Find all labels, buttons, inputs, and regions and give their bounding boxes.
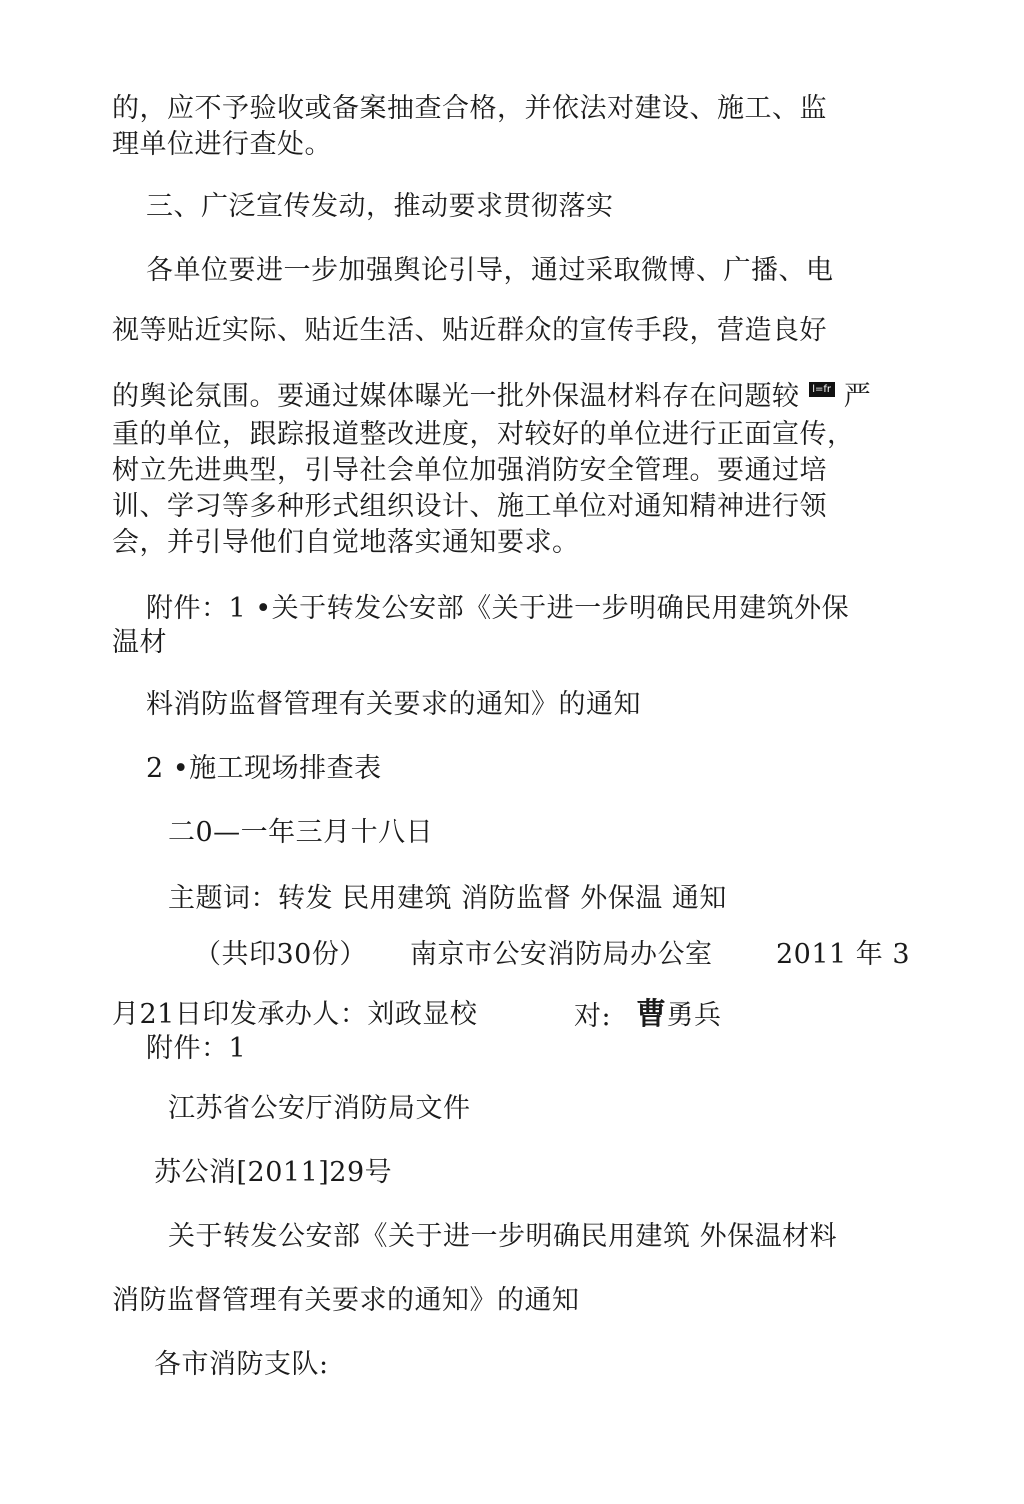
paragraph-line: 树立先进典型，引导社会单位加强消防安全管理。要通过培: [112, 455, 827, 486]
paragraph-text: 严: [843, 381, 872, 412]
paragraph-line: 重的单位，跟踪报道整改进度，对较好的单位进行正面宣传，: [112, 419, 855, 450]
proofreader-given-name: 勇兵: [666, 1000, 722, 1031]
attachment-label: 附件：1: [146, 1033, 247, 1064]
proofreader-name: [636, 998, 722, 1033]
date-line: 二0—一年三月十八日: [168, 817, 434, 848]
document-title: 消防监督管理有关要求的通知》的通知: [112, 1285, 580, 1316]
attachment-line: 附件：1 •关于转发公安部《关于进一步明确民用建筑外保: [146, 593, 850, 624]
glitch-glyph-icon: l=fr: [809, 382, 835, 397]
salutation: 各市消防支队:: [154, 1349, 329, 1380]
document-header: 江苏省公安厅消防局文件: [168, 1093, 471, 1124]
attachment-line: 2 •施工现场排查表: [146, 753, 382, 784]
paragraph-line: [112, 380, 871, 414]
paragraph-line: 各单位要进一步加强舆论引导，通过采取微博、广播、电: [146, 255, 834, 286]
print-count: （共印30份）: [194, 939, 367, 970]
keywords-line: 主题词：转发 民用建筑 消防监督 外保温 通知: [168, 883, 727, 914]
issuing-office: 南京市公安消防局办公室: [410, 939, 713, 970]
paragraph-line: 视等贴近实际、贴近生活、贴近群众的宣传手段，营造良好: [112, 315, 827, 346]
paragraph-line: 理单位进行查处。: [112, 129, 332, 160]
document-title: 关于转发公安部《关于进一步明确民用建筑 外保温材料: [168, 1221, 838, 1252]
issue-info: 月21日印发承办人：刘政显校: [112, 999, 478, 1030]
attachment-line: 温材: [112, 627, 167, 658]
section-heading: 三、广泛宣传发动，推动要求贯彻落实: [146, 191, 614, 222]
paragraph-line: 的，应不予验收或备案抽查合格，并依法对建设、施工、监: [112, 93, 827, 124]
proofreader-label: 对:: [574, 1001, 612, 1032]
issue-date: 2011 年 3: [776, 939, 911, 970]
proofreader-surname: 曹: [636, 997, 667, 1032]
attachment-line: 料消防监督管理有关要求的通知》的通知: [146, 689, 641, 720]
paragraph-line: 训、学习等多种形式组织设计、施工单位对通知精神进行领: [112, 491, 827, 522]
paragraph-line: 会，并引导他们自觉地落实通知要求。: [112, 527, 580, 558]
document-number: 苏公消[2011]29号: [154, 1157, 393, 1188]
paragraph-text: 的舆论氛围。要通过媒体曝光一批外保温材料存在问题较: [112, 381, 800, 412]
